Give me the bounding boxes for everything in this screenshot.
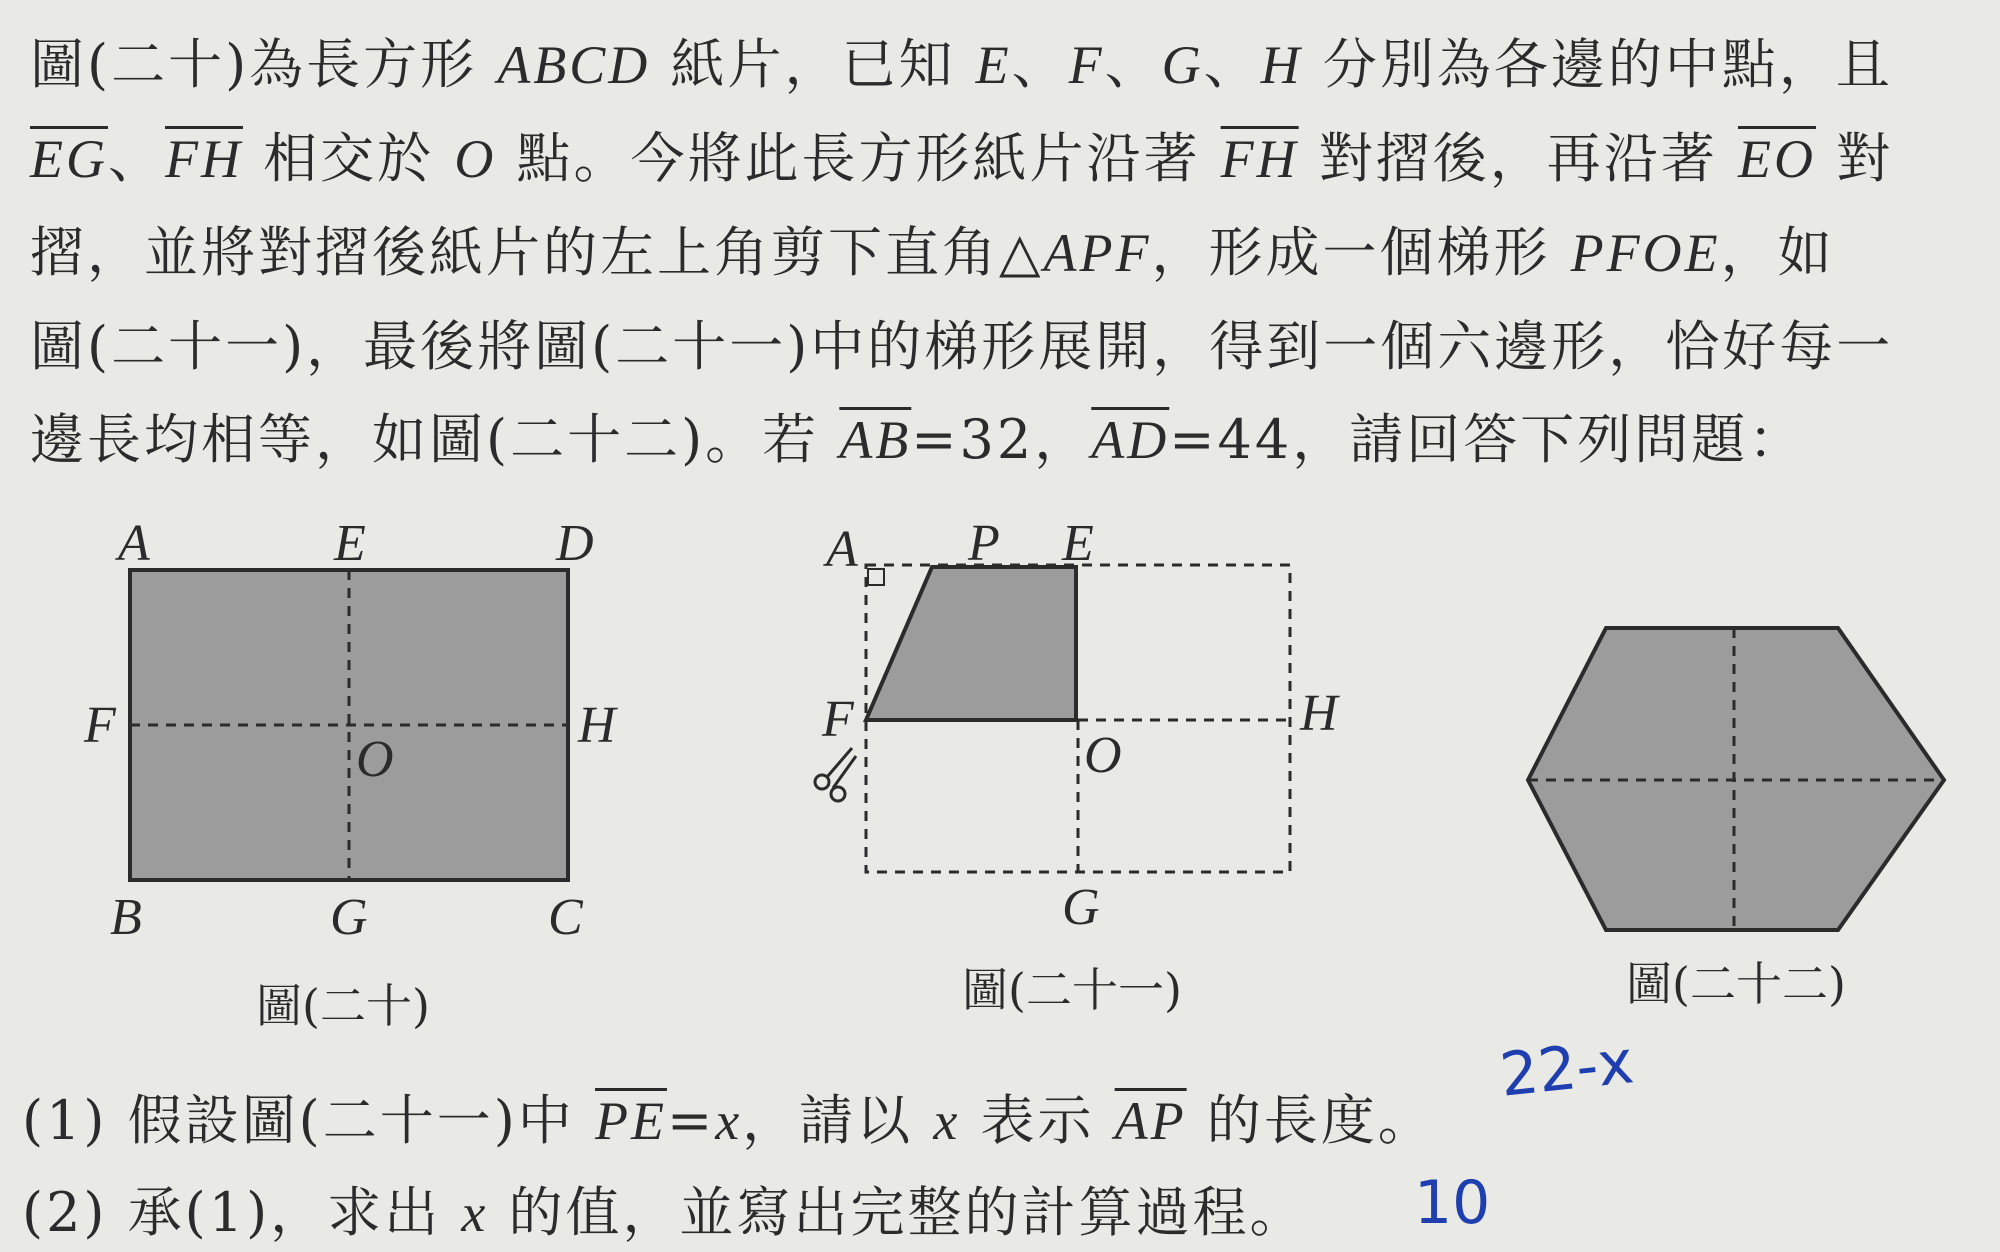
math-variable: x: [715, 1091, 743, 1151]
caption-figure-22: 圖(二十二): [1626, 957, 1846, 1011]
text-segment: 點。今將此長方形紙片沿著: [496, 127, 1221, 190]
label-c: C: [548, 889, 583, 946]
math-point: E: [975, 35, 1012, 95]
text-segment: 摺，並將對摺後紙片的左上角剪下直角△: [30, 221, 1044, 284]
text-segment: =32，: [911, 408, 1092, 471]
text-segment: =44，請回答下列問題：: [1169, 408, 1806, 471]
caption-figure-20: 圖(二十): [256, 979, 430, 1033]
text-segment: 圖(二十)為長方形: [30, 33, 498, 96]
label-o: O: [356, 731, 394, 788]
math-segment: $\overline{PE}$: [594, 1091, 667, 1151]
text-segment: 、: [107, 127, 165, 190]
text-segment: 相交於: [242, 127, 455, 190]
label-h: H: [578, 697, 616, 754]
math-segment: $\overline{AP}$: [1114, 1091, 1187, 1151]
label-p: P: [968, 515, 1000, 572]
label-f: F: [84, 697, 116, 754]
text-segment: 紙片，已知: [650, 33, 976, 96]
text-segment: =: [666, 1089, 716, 1152]
scissors-icon: [815, 748, 856, 801]
trapezoid-pfoe: [866, 567, 1076, 720]
label-a: A: [826, 521, 858, 578]
label-b: B: [110, 889, 142, 946]
math-segment: $\overline{EG}$: [30, 129, 108, 189]
text-segment: ，如: [1720, 221, 1835, 284]
text-segment: 分別為各邊的中點，且: [1302, 33, 1893, 96]
figure-22: [1528, 628, 1944, 1011]
math-segment: $\overline{FH}$: [164, 129, 243, 189]
text-segment: (2) 承(1)，求出: [22, 1181, 462, 1244]
math-segment: $\overline{AD}$: [1091, 410, 1170, 470]
label-d: D: [556, 515, 594, 572]
label-g: G: [330, 889, 368, 946]
text-segment: 對摺後，再沿著: [1298, 127, 1738, 190]
text-segment: 表示: [960, 1089, 1115, 1152]
label-h: H: [1300, 685, 1338, 742]
label-g: G: [1062, 879, 1100, 936]
label-f: F: [822, 691, 854, 748]
text-segment: (1) 假設圖(二十一)中: [22, 1089, 595, 1152]
math-variable: x: [933, 1091, 961, 1151]
handwritten-answer-1: 22-x: [1496, 1027, 1637, 1111]
figure-21: [815, 515, 1340, 1017]
handwritten-answer-2: 10: [1414, 1168, 1491, 1238]
label-e: E: [334, 515, 366, 572]
math-point: F: [1068, 35, 1105, 95]
text-segment: 邊長均相等，如圖(二十二)。若: [30, 408, 840, 471]
statement-line-4: 圖(二十一)，最後將圖(二十一)中的梯形展開，得到一個六邊形，恰好每一: [30, 315, 1894, 378]
caption-figure-21: 圖(二十一): [962, 963, 1182, 1017]
text-segment: 、: [1104, 33, 1162, 96]
text-segment: 、: [1011, 33, 1069, 96]
math-point: G: [1161, 35, 1204, 95]
right-angle-mark: [868, 569, 884, 585]
text-segment: 對: [1815, 127, 1894, 190]
text-segment: ，請以: [742, 1089, 934, 1152]
label-a: A: [118, 515, 150, 572]
label-o: O: [1084, 727, 1122, 784]
text-segment: 、: [1203, 33, 1261, 96]
text-segment: 的長度。: [1186, 1089, 1435, 1152]
label-e: E: [1062, 515, 1094, 572]
math-point: H: [1260, 35, 1303, 95]
text-segment: 的值，並寫出完整的計算過程。: [488, 1181, 1307, 1244]
question-1: [22, 1078, 1435, 1155]
math-trapezoid: PFOE: [1570, 223, 1721, 283]
figure-20: [83, 515, 618, 1033]
math-point: O: [454, 129, 497, 189]
math-variable: x: [461, 1183, 489, 1243]
question-2: [22, 1170, 1306, 1247]
math-segment: $\overline{FH}$: [1220, 129, 1299, 189]
text-segment: ，形成一個梯形: [1151, 221, 1571, 284]
math-rect-name: ABCD: [497, 35, 651, 95]
math-segment: $\overline{EO}$: [1737, 129, 1816, 189]
math-segment: $\overline{AB}$: [839, 410, 912, 470]
math-triangle: APF: [1043, 223, 1152, 283]
